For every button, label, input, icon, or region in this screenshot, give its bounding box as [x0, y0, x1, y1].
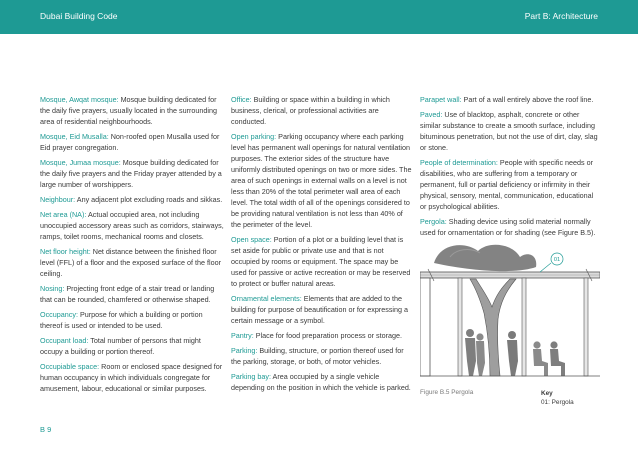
- definition-term: Mosque, Awqat mosque:: [40, 95, 119, 104]
- figure-key-title: Key: [541, 390, 553, 397]
- definition-term: Pantry:: [231, 331, 254, 340]
- definition-entry: [420, 94, 600, 105]
- page-header: [0, 0, 638, 34]
- pergola-column: [458, 278, 462, 376]
- definitions-column-3: [420, 94, 600, 242]
- tree-canopy: [434, 245, 536, 271]
- definitions-column-2: [231, 94, 414, 397]
- definition-text: Mosque building dedicated for the daily five prayers, usually located in the surrounding area of residential neighbourhoods.: [40, 95, 217, 126]
- seated-person-silhouette: [550, 341, 565, 376]
- definition-term: Ornamental elements:: [231, 294, 302, 303]
- definition-text: Actual occupied area, not including unoccupied accessory areas such as corridors, stairways, ramps, toilet rooms, mechanical rooms and closets.: [40, 210, 224, 241]
- definition-entry: [40, 246, 224, 279]
- pergola-illustration: [420, 233, 600, 383]
- definition-entry: [40, 94, 224, 127]
- definition-term: Parapet wall:: [420, 95, 462, 104]
- callout-label: 01: [553, 257, 561, 264]
- definition-text: Elements that are added to the building for purpose of beautification or for expressing a certain message or a symbol.: [231, 294, 408, 325]
- definition-entry: [40, 194, 224, 205]
- page-number: B 9: [40, 425, 52, 434]
- definition-term: Paved:: [420, 110, 443, 119]
- definition-text: Mosque building dedicated for the daily five prayers and the Friday prayer attended by a large number of worshippers.: [40, 158, 222, 189]
- definition-entry: [40, 361, 224, 394]
- person-silhouette: [465, 329, 476, 376]
- definition-entry: [231, 131, 414, 230]
- definition-entry: [420, 109, 600, 153]
- left-wall: [420, 278, 430, 376]
- definition-entry: [40, 283, 224, 305]
- figure-caption: Figure B.5 Pergola: [420, 389, 474, 396]
- definition-term: Net area (NA):: [40, 210, 87, 219]
- definition-entry: [231, 345, 414, 367]
- definition-term: Open parking:: [231, 132, 277, 141]
- definition-term: Occupancy:: [40, 310, 78, 319]
- definition-text: Projecting front edge of a stair tread or landing that can be rounded, chamfered or otherwise shaped.: [40, 284, 215, 304]
- figure-key-item: 01: Pergola: [541, 399, 574, 406]
- definition-text: Any adjacent plot excluding roads and sikkas.: [75, 195, 223, 204]
- callout-leader: [540, 263, 551, 272]
- definition-term: Parking:: [231, 346, 258, 355]
- definition-term: Mosque, Eid Musalla:: [40, 132, 109, 141]
- definition-entry: [40, 209, 224, 242]
- definition-text: Building or space within a building in which business, clerical, or professional activities are conducted.: [231, 95, 390, 126]
- definition-text: Purpose for which a building or portion thereof is used or intended to be used.: [40, 310, 203, 330]
- definition-entry: [231, 330, 414, 341]
- definition-text: Shading device using solid material normally used for ornamentation or for shading (see Figure B.5).: [420, 217, 596, 237]
- definition-text: People with specific needs or disabilities, who are suffering from a temporary or permanent, full or partial deficiency or infirmity in their physical, sensory, mental, communication, educational or psychological abilities.: [420, 158, 594, 211]
- pergola-column: [584, 278, 588, 376]
- definition-entry: [420, 157, 600, 212]
- definition-term: Open space:: [231, 235, 272, 244]
- definition-term: Office:: [231, 95, 252, 104]
- definition-text: Building, structure, or portion thereof used for the parking, storage, or both, of motor vehicles.: [231, 346, 404, 366]
- definition-text: Parking occupancy where each parking level has permanent wall openings for natural ventilation purposes. The exterior sides of the structure have uniformly distributed openings on two or more sides. The area of such openings in external walls on a level is not less than 20% of the total perimeter wall area of each level. The total width of all of the openings considered to be providing natural ventilation is not less than 40% of the perimeter of the level.: [231, 132, 412, 229]
- definition-term: Occupant load:: [40, 336, 89, 345]
- pergola-column: [522, 278, 526, 376]
- definition-term: Occupiable space:: [40, 362, 100, 371]
- definition-text: Total number of persons that might occupy a building or portion thereof.: [40, 336, 201, 356]
- definition-term: Nosing:: [40, 284, 65, 293]
- definition-entry: [231, 234, 414, 289]
- figure-key: [541, 389, 574, 407]
- definition-entry: [231, 293, 414, 326]
- definition-text: Area occupied by a single vehicle depending on the position in which the vehicle is parked.: [231, 372, 411, 392]
- definition-entry: [40, 309, 224, 331]
- document-title: Dubai Building Code: [40, 11, 118, 21]
- definition-term: Parking bay:: [231, 372, 271, 381]
- definition-entry: [40, 131, 224, 153]
- person-silhouette: [476, 333, 485, 376]
- definition-entry: [40, 335, 224, 357]
- pergola-figure: [420, 233, 600, 383]
- seated-person-silhouette: [533, 341, 548, 376]
- definition-entry: [231, 94, 414, 127]
- definition-entry: [40, 157, 224, 190]
- definition-text: Part of a wall entirely above the roof line.: [461, 95, 594, 104]
- definition-text: Net distance between the finished floor level (FFL) of a floor and the exposed surface of the floor ceiling.: [40, 247, 221, 278]
- definition-term: Mosque, Jumaa mosque:: [40, 158, 121, 167]
- definitions-column-1: [40, 94, 224, 398]
- definition-term: Neighbour:: [40, 195, 76, 204]
- definition-term: People of determination:: [420, 158, 498, 167]
- definition-text: Use of blacktop, asphalt, concrete or other similar substance to create a smooth surface, including bituminous penetration, but not the use of dirt, clay, slag or stone.: [420, 110, 598, 152]
- person-silhouette: [507, 331, 518, 376]
- definition-text: Portion of a plot or a building level that is set aside for public or private use and that is not occupied by rooms or equipment. The space may be used for passive or active recreation or may be reserved to protect or buffer natural areas.: [231, 235, 411, 288]
- definition-term: Net floor height:: [40, 247, 91, 256]
- definition-text: Room or enclosed space designed for human occupancy in which individuals congregate for amusement, labour, educational or similar purposes.: [40, 362, 223, 393]
- section-title: Part B: Architecture: [524, 11, 598, 21]
- definition-text: Non-roofed open Musalla used for Eid prayer congregation.: [40, 132, 220, 152]
- definition-text: Place for food preparation process or storage.: [253, 331, 403, 340]
- definition-term: Pergola:: [420, 217, 447, 226]
- definition-entry: [231, 371, 414, 393]
